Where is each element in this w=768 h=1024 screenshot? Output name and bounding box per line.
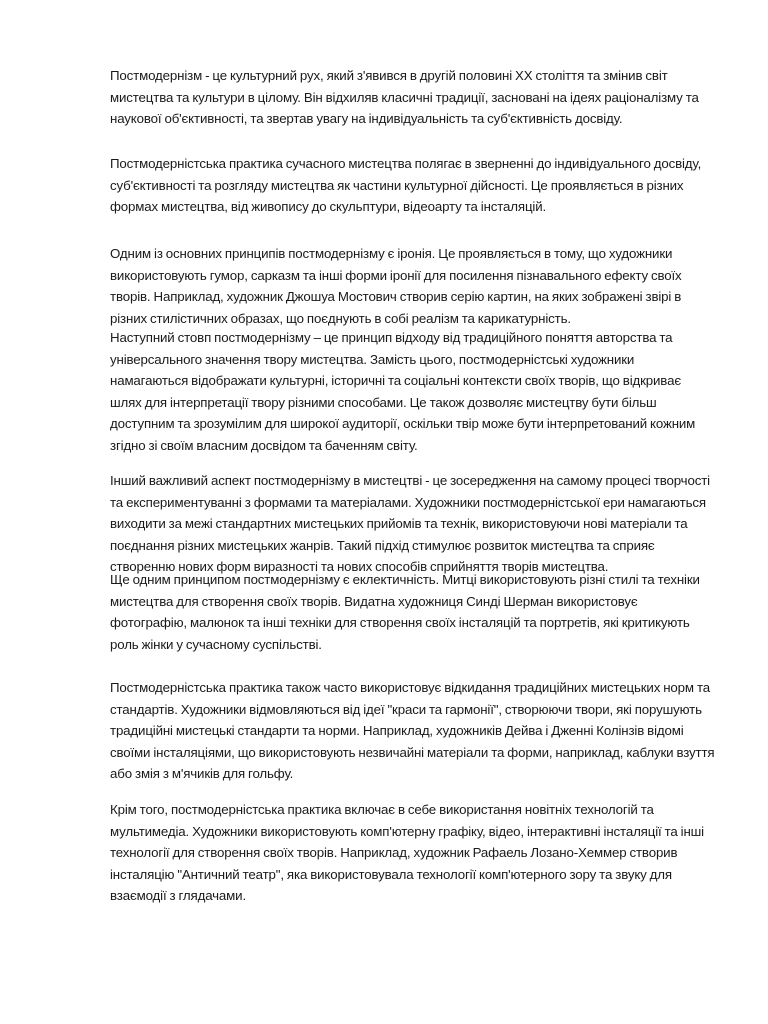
- paragraph-new-technologies: Крім того, постмодерністська практика включає в себе використання новітніх технологій та мультимедіа. Художники використовують комп'ютерну графіку, відео, інтерактивні інсталяції та інші технології для створення своїх творів. Наприклад, художник Рафаель Лозано-Хеммер створив інсталяцію "Античний театр", яка використовувала технології комп'ютерного зору та звуку для взаємодії з глядачами.: [110, 802, 704, 903]
- paragraph-authorship-principle: Наступний стовп постмодернізму – це принцип відходу від традиційного поняття авторства та універсального значення твору мистецтва. Замість цього, постмодерністські художники намагаються відображати культурні, історичні та соціальні контексти своїх творів, що відкриває шлях для інтерпретації твору різними способами. Це також дозволяє мистецтву бути більш доступним та зрозумілим для широкої аудиторії, оскільки твір може бути інтерпретований кожним згідно зі своїм власним досвідом та баченням світу.: [110, 330, 696, 453]
- paragraph-creative-process: Інший важливий аспект постмодернізму в мистецтві - це зосередження на самому процесі творчості та експериментуванні з формами та матеріалами. Художники постмодерністської ери намагаються виходити за межі стандартних мистецьких прийомів та технік, використовуючи нові матеріали та поєднання різних мистецьких жанрів. Такий підхід стимулює розвиток мистецтва та сприяє створенню нових форм виразності та нових способів сприйняття творів мистецтва.: [110, 473, 710, 574]
- paragraph-eclecticism: Ще одним принципом постмодернізму є еклектичність. Митці використовують різні стилі та техніки мистецтва для створення своїх творів. Видатна художниця Синді Шерман використовує фотографію, малюнок та інші техніки для створення своїх інсталяцій та портретів, які критикують роль жінки у сучасному суспільстві.: [110, 572, 700, 652]
- paragraph-postmodernism-definition: Постмодернізм - це культурний рух, який з'явився в другій половині XX століття та змінив світ мистецтва та культури в цілому. Він відхиляв класичні традиції, засновані на ідеях раціоналізму та наукової об'єктивності, та звертав увагу на індивідуальність та суб'єктивність досвіду.: [110, 68, 699, 126]
- paragraph-rejection-of-norms: Постмодерністська практика також часто використовує відкидання традиційних мистецьких норм та стандартів. Художники відмовляються від ідеї "краси та гармонії", створюючи твори, які порушують традиційні мистецькі стандарти та норми. Наприклад, художників Дейва і Дженні Колінзів відомі своїми інсталяціями, що використовують незвичайні матеріали та форми, наприклад, каблуки взуття або змія з м'ячиків для гольфу.: [110, 680, 715, 781]
- paragraph-irony-principle: Одним із основних принципів постмодернізму є іронія. Це проявляється в тому, що художники використовують гумор, сарказм та інші форми іронії для посилення пізнавального ефекту своїх творів. Наприклад, художник Джошуа Мостович створив серію картин, на яких зображені звірі в різних стилістичних образах, що поєднують в собі реалізм та карикатурність.: [110, 246, 682, 326]
- paragraph-postmodern-practice: Постмодерністська практика сучасного мистецтва полягає в зверненні до індивідуального досвіду, суб'єктивності та розгляду мистецтва як частини культурної дійсності. Це проявляється в різних формах мистецтва, від живопису до скульптури, відеоарту та інсталяцій.: [110, 156, 702, 214]
